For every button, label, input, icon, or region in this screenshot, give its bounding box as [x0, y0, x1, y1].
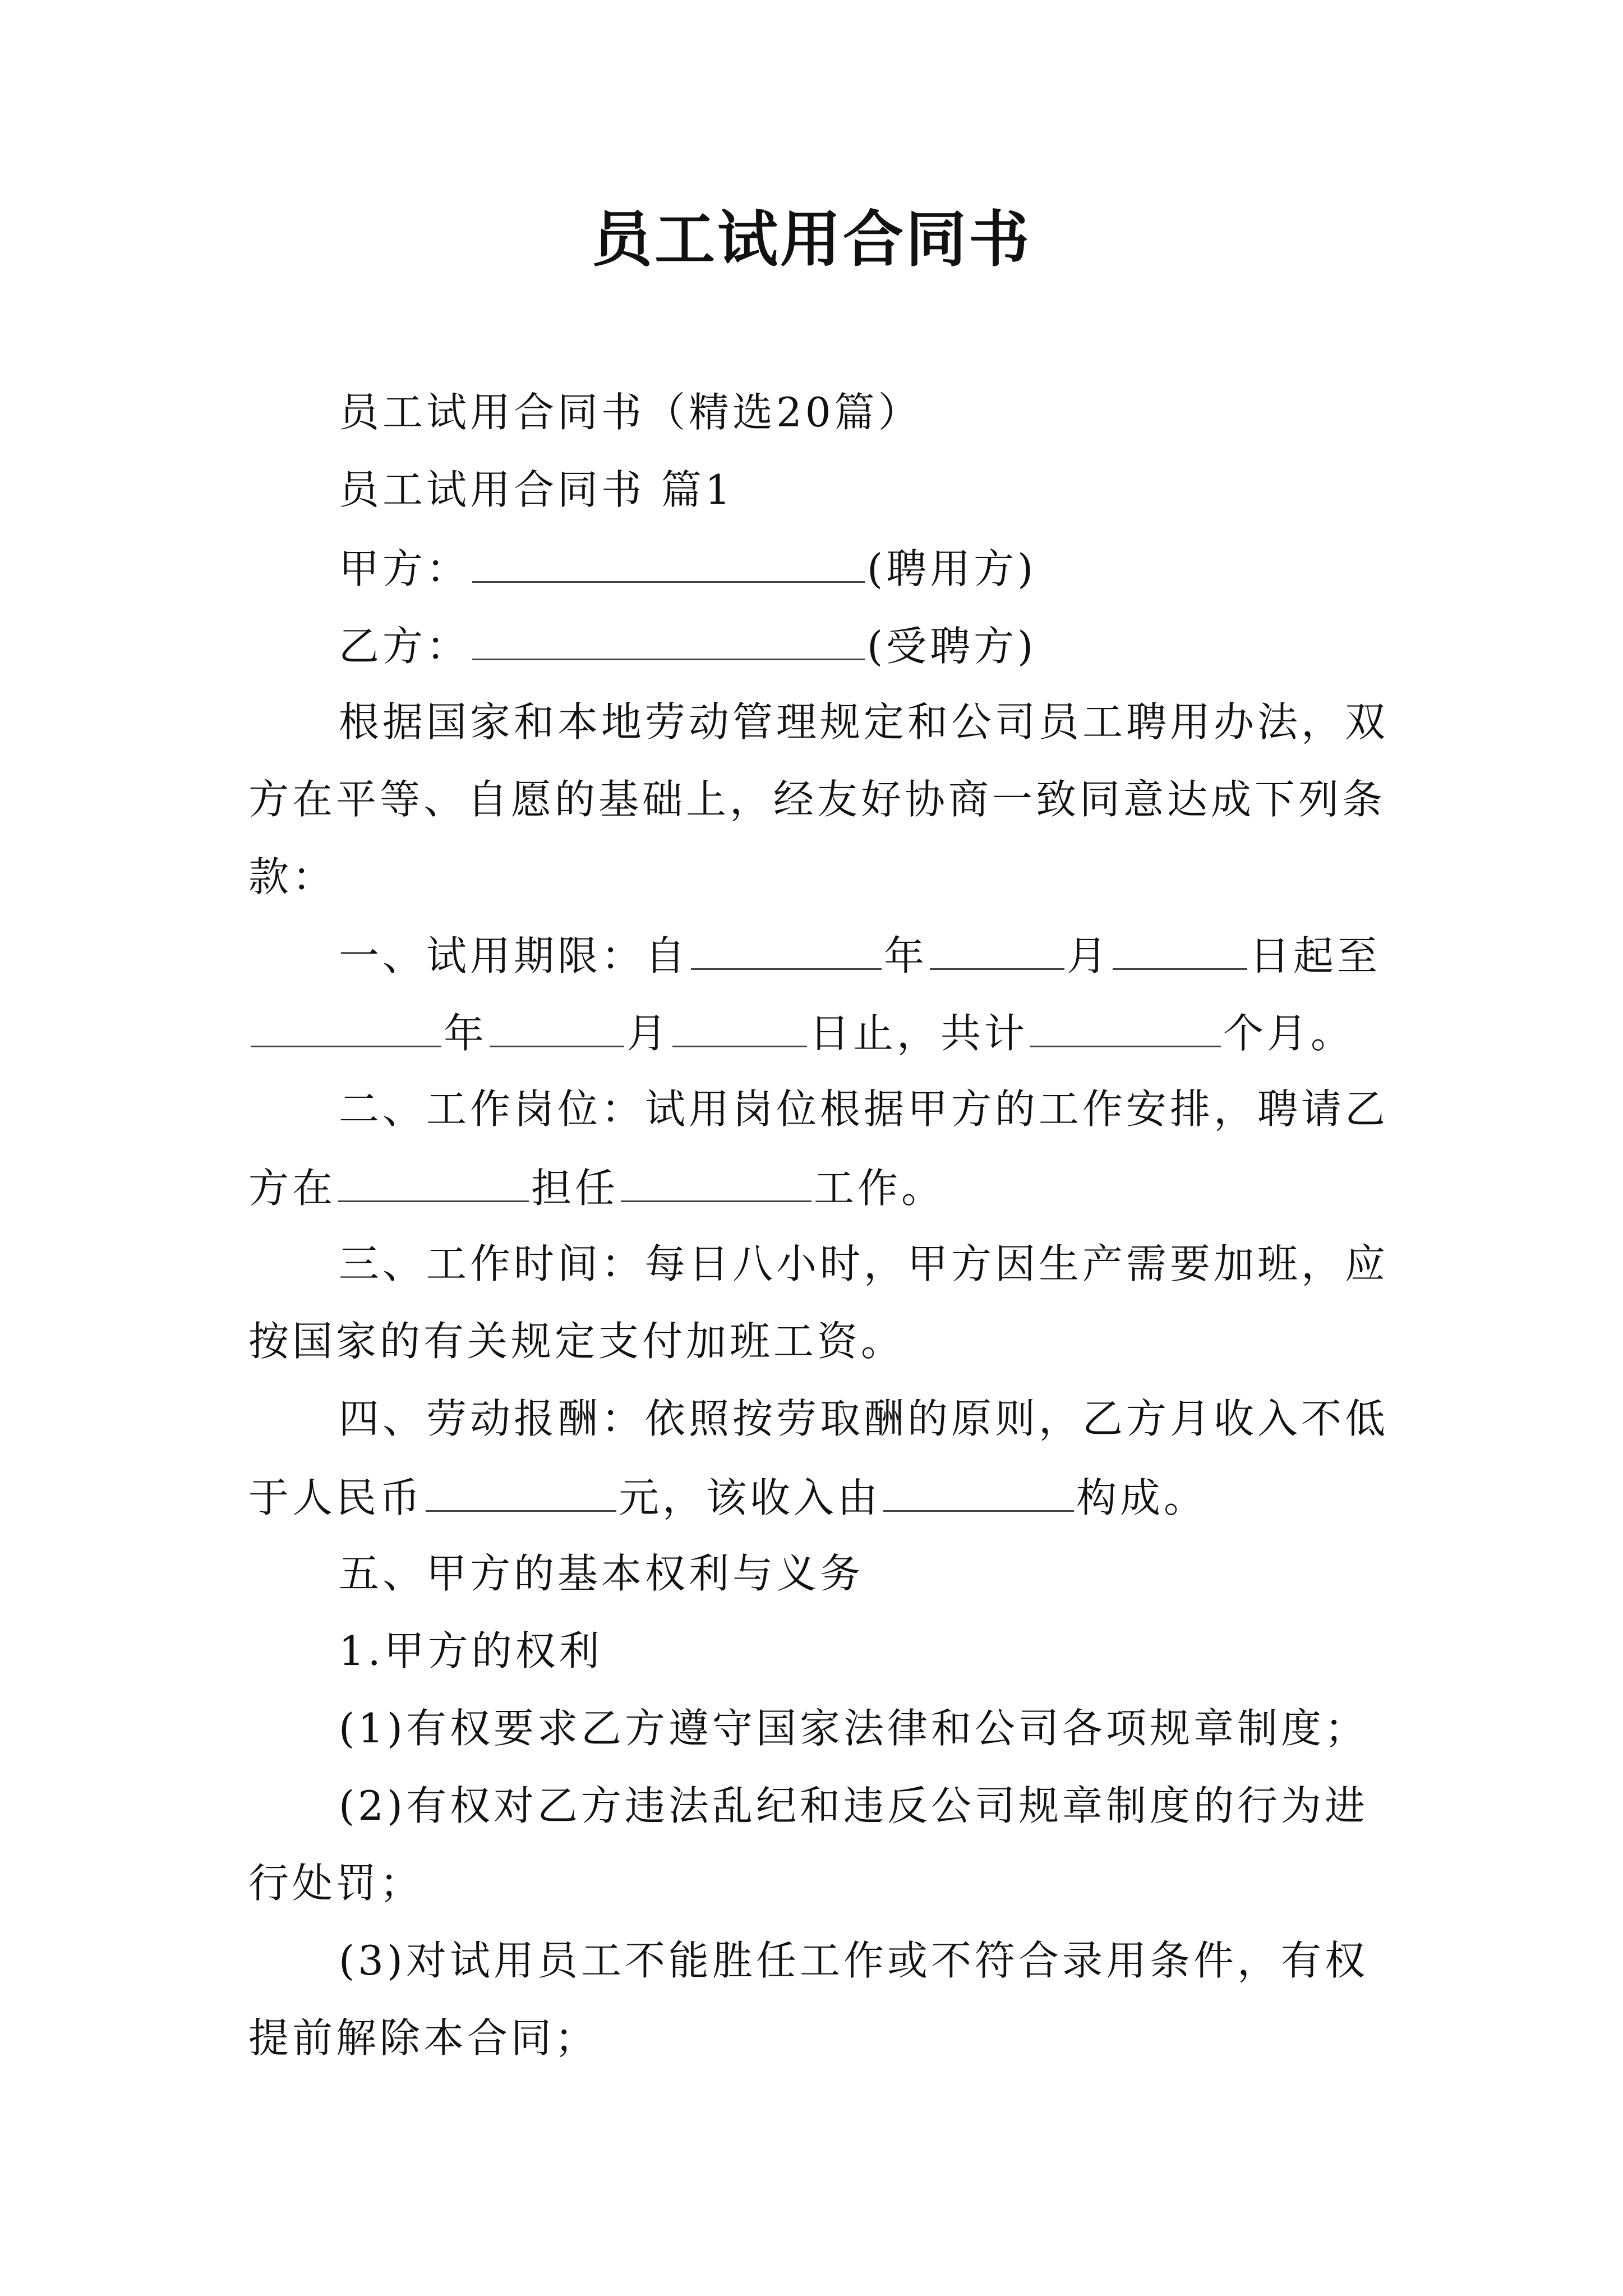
clause4-line-2 — [248, 1465, 1381, 1529]
clause1-line-2 — [248, 1001, 1381, 1064]
party-b-blank[interactable] — [472, 614, 865, 660]
day-label: 日止，共计 — [809, 1010, 1029, 1057]
clause5-item-2-line-1: (2)有权对乙方违法乱纪和违反公司规章制度的行为进 — [339, 1782, 1368, 1829]
subtitle: 员工试用合同书（精选20篇） — [339, 389, 922, 436]
clause5-sub-heading: 1.甲方的权利 — [339, 1627, 603, 1674]
party-b-role: (受聘方) — [867, 623, 1037, 670]
month-label: 月 — [626, 1010, 671, 1057]
clause4-text: 元，该收入由 — [619, 1474, 882, 1521]
clause5-item-3-line-2: 提前解除本合同； — [248, 2014, 599, 2062]
party-a-line — [339, 536, 1382, 600]
party-b-label: 乙方： — [339, 623, 471, 670]
party-a-role: (聘用方) — [867, 545, 1037, 592]
position-blank[interactable] — [621, 1156, 811, 1202]
department-blank[interactable] — [338, 1156, 529, 1202]
clause2-text: 方在 — [248, 1165, 336, 1212]
document-title: 员工试用合同书 — [591, 204, 1031, 275]
start-month-blank[interactable] — [930, 923, 1064, 970]
day-label: 日起至 — [1249, 932, 1381, 979]
clause1-text: 一、试用期限：自 — [339, 932, 689, 979]
party-a-label: 甲方： — [339, 545, 471, 592]
end-day-blank[interactable] — [672, 1001, 807, 1047]
clause5-item-1: (1)有权要求乙方遵守国家法律和公司各项规章制度； — [339, 1705, 1368, 1752]
clause3-line-1: 三、工作时间：每日八小时，甲方因生产需要加班，应 — [339, 1240, 1389, 1287]
clause2-line-1: 二、工作岗位：试用岗位根据甲方的工作安排，聘请乙 — [339, 1085, 1389, 1133]
intro-line-3: 款： — [248, 853, 336, 900]
month-label: 月 — [1067, 932, 1111, 979]
section-heading: 员工试用合同书 篇1 — [339, 466, 734, 513]
clause4-text: 构成。 — [1076, 1474, 1208, 1521]
salary-blank[interactable] — [426, 1465, 616, 1512]
clause5-item-2-line-2: 行处罚； — [248, 1860, 424, 1907]
clause3-line-2: 按国家的有关规定支付加班工资。 — [248, 1318, 905, 1365]
party-a-blank[interactable] — [472, 536, 865, 583]
months-total-blank[interactable] — [1030, 1001, 1221, 1047]
intro-line-2: 方在平等、自愿的基础上，经友好协商一致同意达成下列条 — [248, 776, 1386, 823]
year-label: 年 — [884, 932, 928, 979]
clause4-line-1: 四、劳动报酬：依照按劳取酬的原则，乙方月收入不低 — [339, 1395, 1389, 1442]
year-label: 年 — [444, 1010, 488, 1057]
intro-line-1: 根据国家和本地劳动管理规定和公司员工聘用办法，双 — [339, 698, 1389, 746]
end-month-blank[interactable] — [490, 1001, 624, 1047]
clause2-line-2 — [248, 1156, 1381, 1219]
clause5-item-3-line-1: (3)对试用员工不能胜任工作或不符合录用条件，有权 — [339, 1937, 1368, 1984]
clause4-text: 于人民币 — [248, 1474, 424, 1521]
clause2-text: 担任 — [531, 1165, 619, 1212]
months-label: 个月。 — [1223, 1010, 1355, 1057]
clause5-heading: 五、甲方的基本权利与义务 — [339, 1550, 864, 1597]
salary-composition-blank[interactable] — [883, 1465, 1074, 1512]
clause1-line-1 — [339, 923, 1382, 987]
end-year-blank[interactable] — [251, 1001, 441, 1047]
start-day-blank[interactable] — [1113, 923, 1247, 970]
party-b-line — [339, 614, 1382, 677]
clause2-text: 工作。 — [814, 1165, 946, 1212]
start-year-blank[interactable] — [691, 923, 882, 970]
